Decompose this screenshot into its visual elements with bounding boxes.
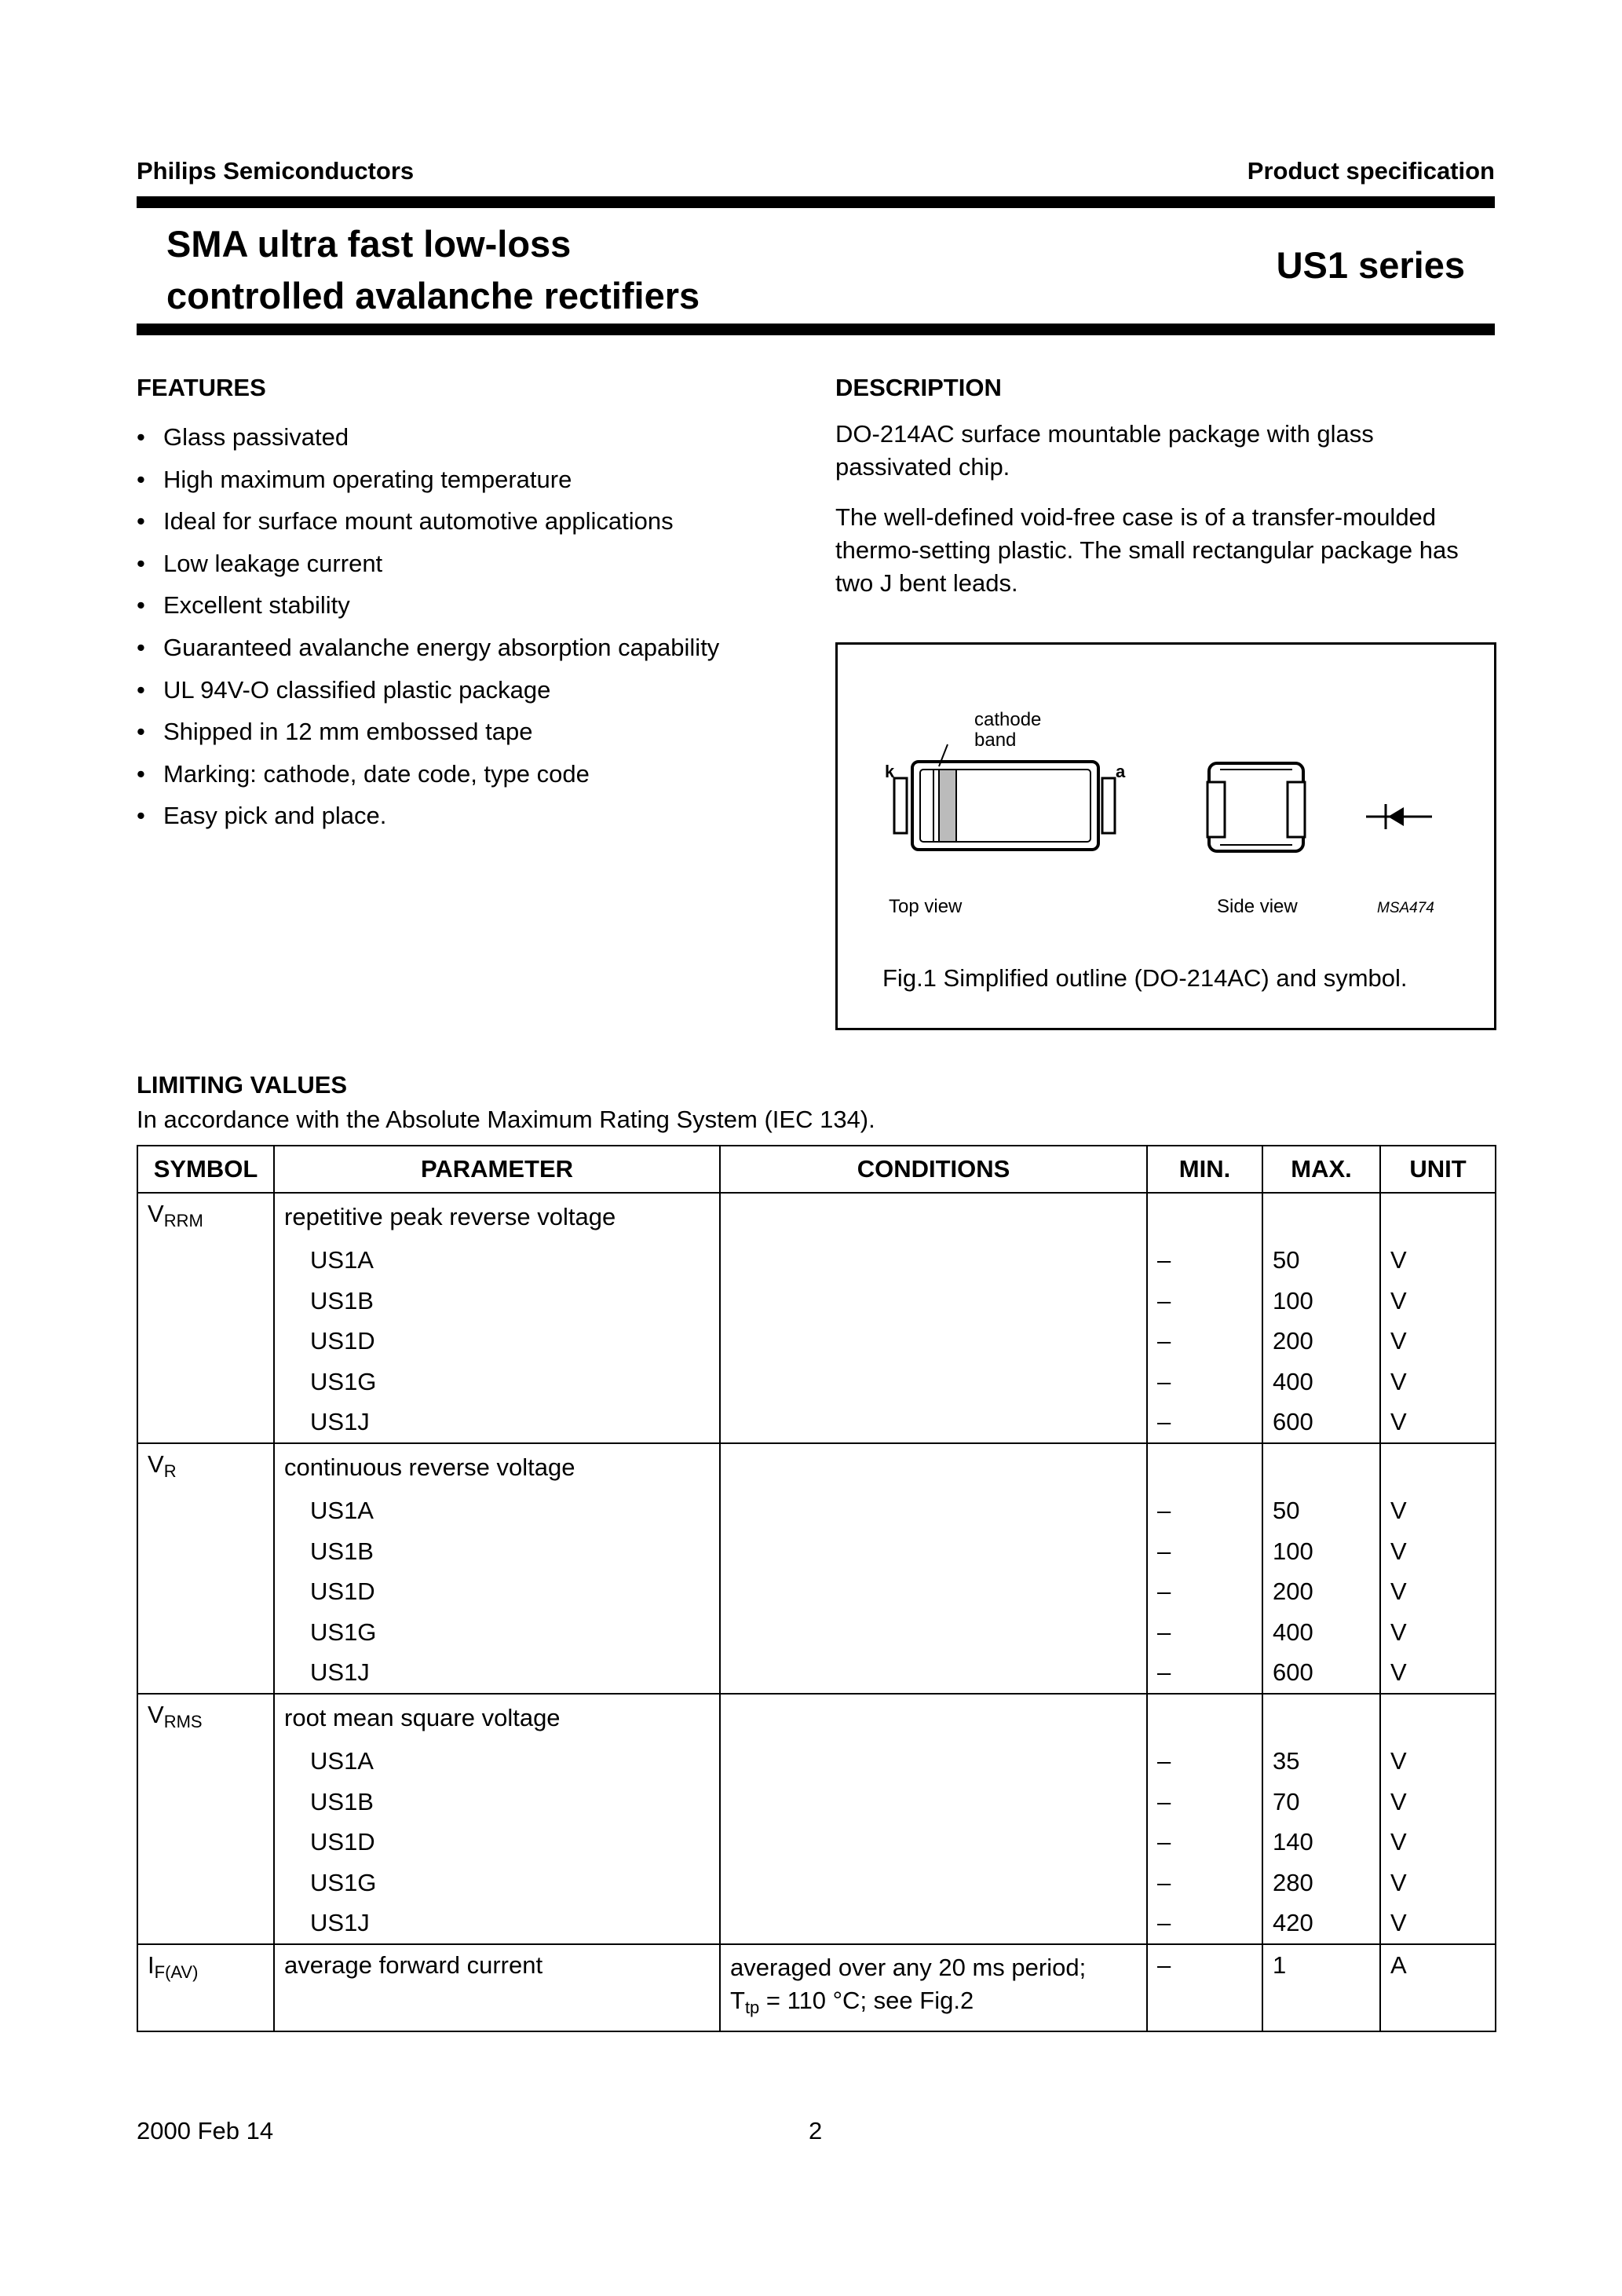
table-row — [137, 1944, 1496, 2031]
conditions-cell — [720, 1281, 1147, 1322]
symbol-subscript: RMS — [163, 1712, 203, 1731]
type-cell: US1D — [274, 1322, 720, 1362]
conditions-cell — [720, 1612, 1147, 1653]
table-row — [137, 1402, 1496, 1444]
conditions-rest: = 110 °C; see Fig.2 — [759, 1987, 974, 2014]
unit-cell: V — [1380, 1322, 1496, 1362]
min-cell: – — [1147, 1402, 1262, 1444]
conditions-cell — [720, 1694, 1147, 1742]
table-row — [137, 1903, 1496, 1945]
min-cell: – — [1147, 1944, 1262, 2031]
max-cell: 600 — [1262, 1402, 1380, 1444]
conditions-cell — [720, 1653, 1147, 1695]
description-heading: DESCRIPTION — [835, 374, 1002, 401]
type-cell: US1J — [274, 1402, 720, 1444]
symbol-cell — [137, 1903, 274, 1945]
table-row — [137, 1193, 1496, 1241]
table-row — [137, 1863, 1496, 1903]
max-cell: 200 — [1262, 1322, 1380, 1362]
symbol-cell — [137, 1241, 274, 1281]
conditions-cell — [720, 1322, 1147, 1362]
symbol-cell — [137, 1322, 274, 1362]
parameter-cell: average forward current — [274, 1944, 720, 2031]
max-cell: 70 — [1262, 1782, 1380, 1823]
type-cell: US1B — [274, 1281, 720, 1322]
unit-cell: V — [1380, 1823, 1496, 1863]
feature-item: • Marking: cathode, date code, type code — [137, 753, 719, 795]
symbol-base: V — [148, 1701, 164, 1728]
unit-cell: V — [1380, 1612, 1496, 1653]
anode-a-label: a — [1116, 762, 1126, 781]
symbol-cell — [137, 1944, 274, 2031]
type-cell: US1G — [274, 1362, 720, 1402]
description-paragraph-2: The well-defined void-free case is of a transfer-moulded thermo-setting plastic. The small rectangular package has two J bent leads. — [835, 503, 1459, 597]
symbol-cell — [137, 1572, 274, 1613]
unit-cell: V — [1380, 1863, 1496, 1903]
max-cell: 280 — [1262, 1863, 1380, 1903]
conditions-cell — [720, 1742, 1147, 1782]
max-cell: 140 — [1262, 1823, 1380, 1863]
title-line-2: controlled avalanche rectifiers — [166, 275, 700, 316]
feature-item: • Guaranteed avalanche energy absorption capability — [137, 627, 719, 669]
series-name: US1 series — [1276, 244, 1465, 286]
conditions-cell — [720, 1944, 1147, 2031]
symbol-cell — [137, 1782, 274, 1823]
table-row — [137, 1443, 1496, 1491]
type-cell: US1G — [274, 1612, 720, 1653]
min-cell: – — [1147, 1572, 1262, 1613]
feature-item: • UL 94V-O classified plastic package — [137, 669, 719, 711]
symbol-cell — [137, 1742, 274, 1782]
page-number: 2 — [809, 2117, 823, 2144]
max-cell: 100 — [1262, 1281, 1380, 1322]
title-rule — [137, 324, 1495, 335]
conditions-line-1: averaged over any 20 ms period; — [730, 1954, 1087, 1981]
symbol-cell — [137, 1823, 274, 1863]
conditions-cell — [720, 1193, 1147, 1241]
min-cell: – — [1147, 1531, 1262, 1572]
table-row — [137, 1742, 1496, 1782]
symbol-base: V — [148, 1200, 164, 1227]
conditions-cell — [720, 1531, 1147, 1572]
unit-cell: V — [1380, 1782, 1496, 1823]
feature-item: • Low leakage current — [137, 543, 719, 585]
table-row — [137, 1362, 1496, 1402]
unit-cell: V — [1380, 1653, 1496, 1695]
symbol-cell — [137, 1193, 274, 1241]
min-cell — [1147, 1443, 1262, 1491]
type-cell: US1J — [274, 1653, 720, 1695]
max-cell: 400 — [1262, 1612, 1380, 1653]
max-cell: 400 — [1262, 1362, 1380, 1402]
min-cell: – — [1147, 1241, 1262, 1281]
max-cell: 420 — [1262, 1903, 1380, 1945]
table-row — [137, 1653, 1496, 1695]
max-cell: 1 — [1262, 1944, 1380, 2031]
type-cell: US1D — [274, 1823, 720, 1863]
feature-item: • Ideal for surface mount automotive applications — [137, 500, 719, 543]
conditions-cell — [720, 1443, 1147, 1491]
band-label: band — [974, 729, 1017, 751]
min-cell: – — [1147, 1362, 1262, 1402]
limiting-values-subtitle: In accordance with the Absolute Maximum Rating System (IEC 134). — [137, 1106, 875, 1133]
symbol-subscript: F(AV) — [154, 1962, 199, 1982]
cathode-k-label: k — [885, 762, 895, 781]
type-cell: US1A — [274, 1742, 720, 1782]
conditions-cell — [720, 1863, 1147, 1903]
conditions-cell — [720, 1572, 1147, 1613]
cathode-label: cathode — [974, 709, 1042, 730]
type-cell: US1B — [274, 1531, 720, 1572]
unit-cell: V — [1380, 1362, 1496, 1402]
side-view-label: Side view — [1217, 896, 1298, 917]
feature-item: • Easy pick and place. — [137, 795, 719, 837]
table-row — [137, 1531, 1496, 1572]
conditions-t-subscript: tp — [744, 1998, 760, 2017]
unit-cell: V — [1380, 1241, 1496, 1281]
min-cell: – — [1147, 1782, 1262, 1823]
top-view-drawing — [885, 709, 1126, 917]
table-row — [137, 1612, 1496, 1653]
min-cell: – — [1147, 1903, 1262, 1945]
symbol-cell — [137, 1694, 274, 1742]
unit-cell: V — [1380, 1491, 1496, 1532]
max-cell: 200 — [1262, 1572, 1380, 1613]
document-title — [166, 218, 700, 322]
diode-symbol — [1366, 804, 1434, 916]
parameter-cell: continuous reverse voltage — [274, 1443, 720, 1491]
parameter-cell: repetitive peak reverse voltage — [274, 1193, 720, 1241]
unit-cell: V — [1380, 1281, 1496, 1322]
symbol-subscript: R — [163, 1461, 177, 1481]
table-row — [137, 1491, 1496, 1532]
min-cell: – — [1147, 1742, 1262, 1782]
min-cell: – — [1147, 1863, 1262, 1903]
unit-cell — [1380, 1694, 1496, 1742]
header-rule — [137, 196, 1495, 208]
col-conditions: CONDITIONS — [720, 1146, 1147, 1193]
symbol-subscript: RRM — [163, 1211, 203, 1230]
table-row — [137, 1322, 1496, 1362]
limiting-values-heading: LIMITING VALUES — [137, 1071, 348, 1099]
figure-caption: Fig.1 Simplified outline (DO-214AC) and symbol. — [882, 964, 1408, 992]
table-row — [137, 1694, 1496, 1742]
feature-item: • Glass passivated — [137, 416, 719, 459]
min-cell — [1147, 1193, 1262, 1241]
conditions-cell — [720, 1782, 1147, 1823]
type-cell: US1J — [274, 1903, 720, 1945]
table-row — [137, 1241, 1496, 1281]
max-cell: 50 — [1262, 1241, 1380, 1281]
unit-cell: V — [1380, 1903, 1496, 1945]
table-row — [137, 1281, 1496, 1322]
company-name: Philips Semiconductors — [137, 157, 415, 185]
col-symbol: SYMBOL — [137, 1146, 274, 1193]
limiting-values-table — [137, 1145, 1496, 2032]
symbol-cell — [137, 1653, 274, 1695]
top-view-label: Top view — [889, 896, 963, 917]
unit-cell: V — [1380, 1572, 1496, 1613]
symbol-cell — [137, 1612, 274, 1653]
symbol-cell — [137, 1362, 274, 1402]
max-cell: 100 — [1262, 1531, 1380, 1572]
unit-cell — [1380, 1193, 1496, 1241]
table-row — [137, 1782, 1496, 1823]
type-cell: US1D — [274, 1572, 720, 1613]
table-header-row — [137, 1146, 1496, 1193]
conditions-cell — [720, 1491, 1147, 1532]
conditions-cell — [720, 1823, 1147, 1863]
symbol-cell — [137, 1863, 274, 1903]
symbol-base: I — [148, 1951, 155, 1979]
symbol-cell — [137, 1402, 274, 1444]
symbol-cell — [137, 1491, 274, 1532]
col-unit: UNIT — [1380, 1146, 1496, 1193]
conditions-cell — [720, 1402, 1147, 1444]
type-cell: US1A — [274, 1241, 720, 1281]
title-line-1: SMA ultra fast low-loss — [166, 223, 572, 265]
feature-item: • Shipped in 12 mm embossed tape — [137, 711, 719, 753]
table-row — [137, 1572, 1496, 1613]
features-heading: FEATURES — [137, 374, 266, 401]
symbol-cell — [137, 1443, 274, 1491]
conditions-t: T — [730, 1987, 745, 2014]
figure-code: MSA474 — [1377, 900, 1434, 916]
min-cell: – — [1147, 1823, 1262, 1863]
parameter-cell: root mean square voltage — [274, 1694, 720, 1742]
max-cell: 35 — [1262, 1742, 1380, 1782]
conditions-cell — [720, 1362, 1147, 1402]
min-cell: – — [1147, 1653, 1262, 1695]
col-max: MAX. — [1262, 1146, 1380, 1193]
unit-cell: V — [1380, 1531, 1496, 1572]
feature-item: • Excellent stability — [137, 584, 719, 627]
unit-cell: V — [1380, 1402, 1496, 1444]
unit-cell: V — [1380, 1742, 1496, 1782]
feature-item: • High maximum operating temperature — [137, 459, 719, 501]
col-parameter: PARAMETER — [274, 1146, 720, 1193]
max-cell: 50 — [1262, 1491, 1380, 1532]
type-cell: US1A — [274, 1491, 720, 1532]
footer-date: 2000 Feb 14 — [137, 2117, 274, 2144]
min-cell: – — [1147, 1612, 1262, 1653]
type-cell: US1B — [274, 1782, 720, 1823]
unit-cell: A — [1380, 1944, 1496, 2031]
type-cell: US1G — [274, 1863, 720, 1903]
side-view-drawing — [1207, 763, 1305, 917]
col-min: MIN. — [1147, 1146, 1262, 1193]
min-cell: – — [1147, 1322, 1262, 1362]
max-cell: 600 — [1262, 1653, 1380, 1695]
conditions-cell — [720, 1903, 1147, 1945]
max-cell — [1262, 1694, 1380, 1742]
min-cell: – — [1147, 1491, 1262, 1532]
unit-cell — [1380, 1443, 1496, 1491]
max-cell — [1262, 1443, 1380, 1491]
conditions-line-2 — [730, 1984, 1146, 2024]
document-type: Product specification — [1247, 157, 1495, 185]
symbol-cell — [137, 1281, 274, 1322]
description-paragraph-1: DO-214AC surface mountable package with glass passivated chip. — [835, 420, 1374, 481]
symbol-cell — [137, 1531, 274, 1572]
table-row — [137, 1823, 1496, 1863]
symbol-base: V — [148, 1450, 164, 1478]
conditions-cell — [720, 1241, 1147, 1281]
features-list — [137, 416, 719, 837]
min-cell — [1147, 1694, 1262, 1742]
min-cell: – — [1147, 1281, 1262, 1322]
max-cell — [1262, 1193, 1380, 1241]
